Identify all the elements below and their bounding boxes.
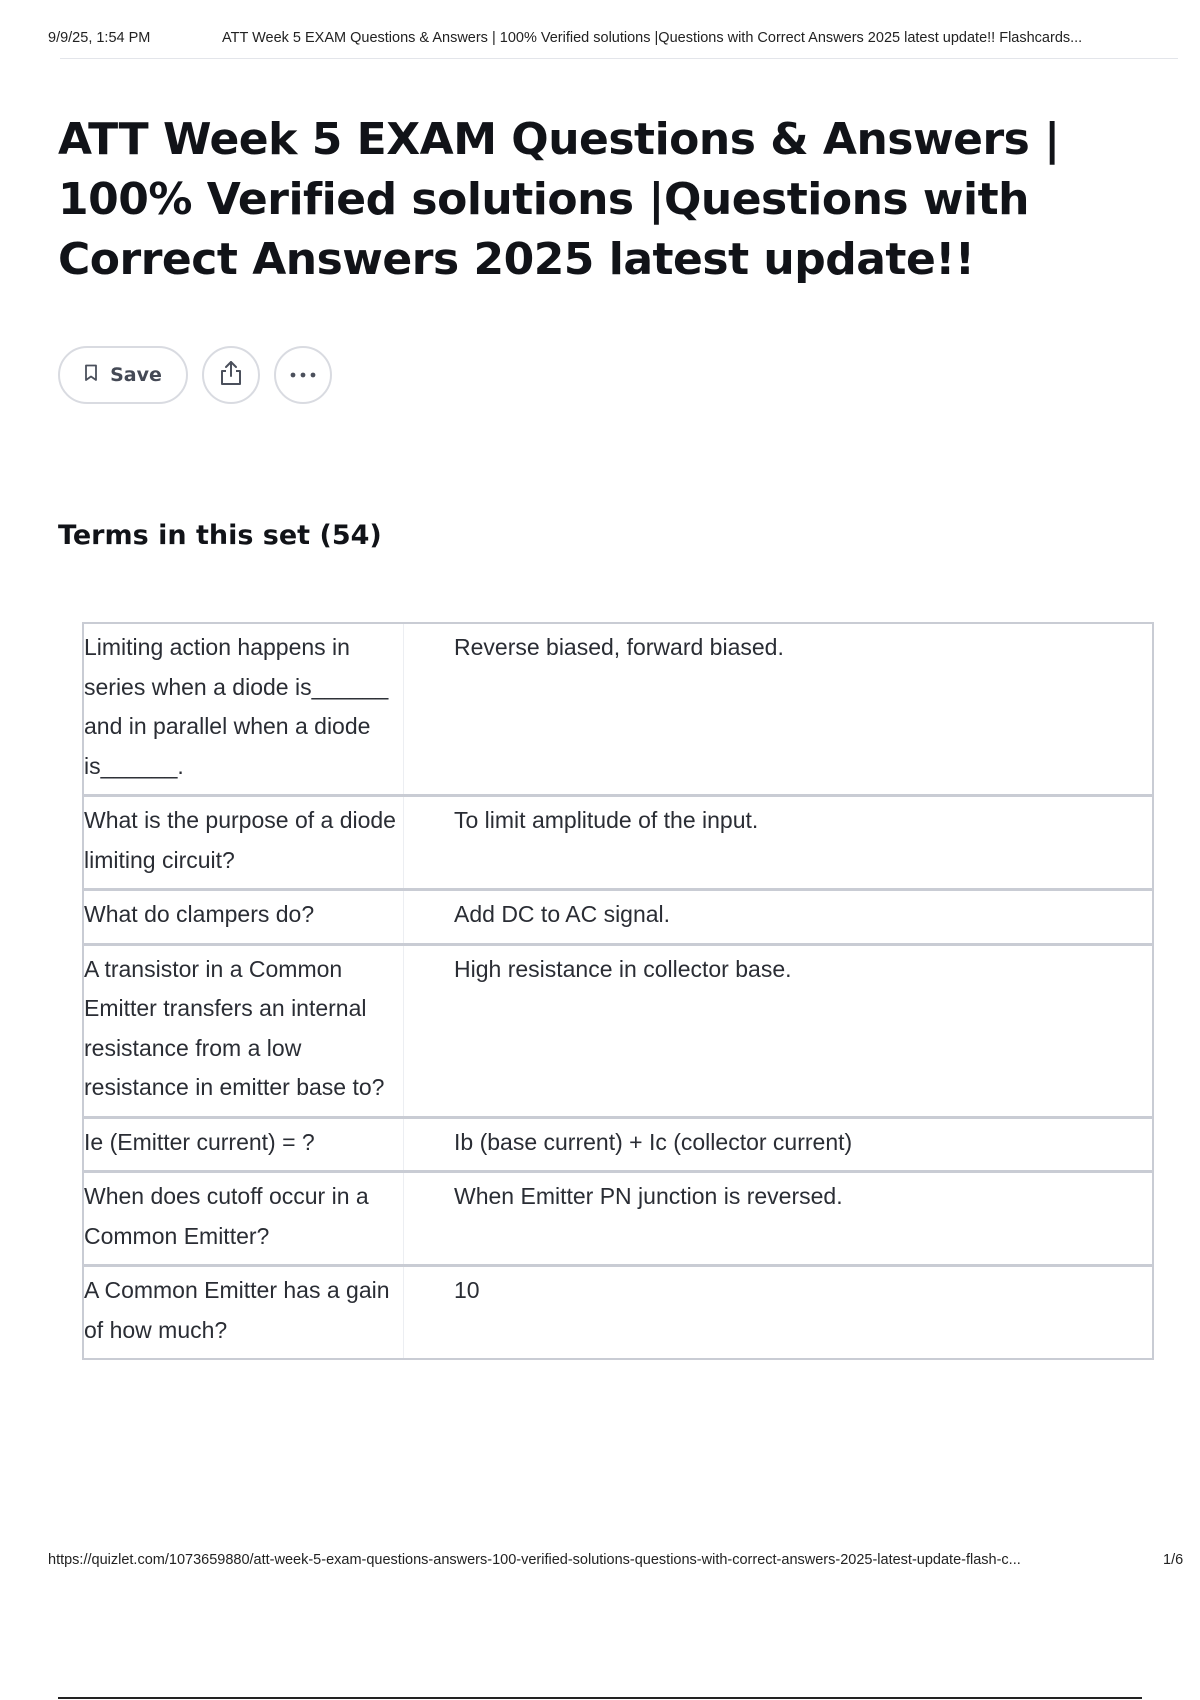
share-button[interactable] xyxy=(202,346,260,404)
term-text: Limiting action happens in series when a diode is______ and in parallel when a diode is______. xyxy=(84,624,404,794)
term-text: A transistor in a Common Emitter transfers an internal resistance from a low resistance in emitter base to? xyxy=(84,946,404,1116)
print-document-title: ATT Week 5 EXAM Questions & Answers | 100% Verified solutions |Questions with Correct Answers 2025 latest update!! Flashcards... xyxy=(222,30,1083,46)
share-icon xyxy=(218,359,244,392)
term-row xyxy=(82,888,1154,945)
term-row xyxy=(82,622,1154,796)
definition-text: Add DC to AC signal. xyxy=(454,901,671,927)
term-row xyxy=(82,1170,1154,1266)
save-button-label: Save xyxy=(110,364,162,386)
term-text: Ie (Emitter current) = ? xyxy=(84,1119,404,1171)
term-row xyxy=(82,943,1154,1118)
header-divider xyxy=(60,58,1178,59)
definition-text: 10 xyxy=(454,1277,480,1303)
term-text: What do clampers do? xyxy=(84,891,404,943)
term-text: When does cutoff occur in a Common Emitter? xyxy=(84,1173,404,1264)
print-url: https://quizlet.com/1073659880/att-week-5-exam-questions-answers-100-verified-solutions-questions-with-correct-answers-2025-latest-update-flash-c... xyxy=(48,1552,1021,1568)
definition-text: Ib (base current) + Ic (collector current) xyxy=(454,1128,853,1155)
definition-text: High resistance in collector base. xyxy=(454,955,792,982)
term-text: A Common Emitter has a gain of how much? xyxy=(84,1267,404,1358)
term-row xyxy=(82,794,1154,890)
page-title: ATT Week 5 EXAM Questions & Answers | 100% Verified solutions |Questions with Correct Answers 2025 latest update!! xyxy=(58,114,1060,285)
term-row xyxy=(82,1264,1154,1360)
terms-heading: Terms in this set (54) xyxy=(58,520,382,551)
more-options-icon xyxy=(289,366,317,384)
page-number: 1/6 xyxy=(1163,1552,1184,1568)
definition-text: When Emitter PN junction is reversed. xyxy=(454,1183,843,1209)
save-button[interactable] xyxy=(58,346,188,404)
term-row xyxy=(82,1116,1154,1173)
definition-text: To limit amplitude of the input. xyxy=(454,807,759,833)
more-options-button[interactable] xyxy=(274,346,332,404)
terms-list xyxy=(82,624,1154,1360)
definition-text: Reverse biased, forward biased. xyxy=(454,634,784,660)
print-date: 9/9/25, 1:54 PM xyxy=(48,30,151,46)
bookmark-icon xyxy=(84,364,98,387)
bottom-divider xyxy=(58,1697,1142,1699)
term-text: What is the purpose of a diode limiting circuit? xyxy=(84,797,404,888)
